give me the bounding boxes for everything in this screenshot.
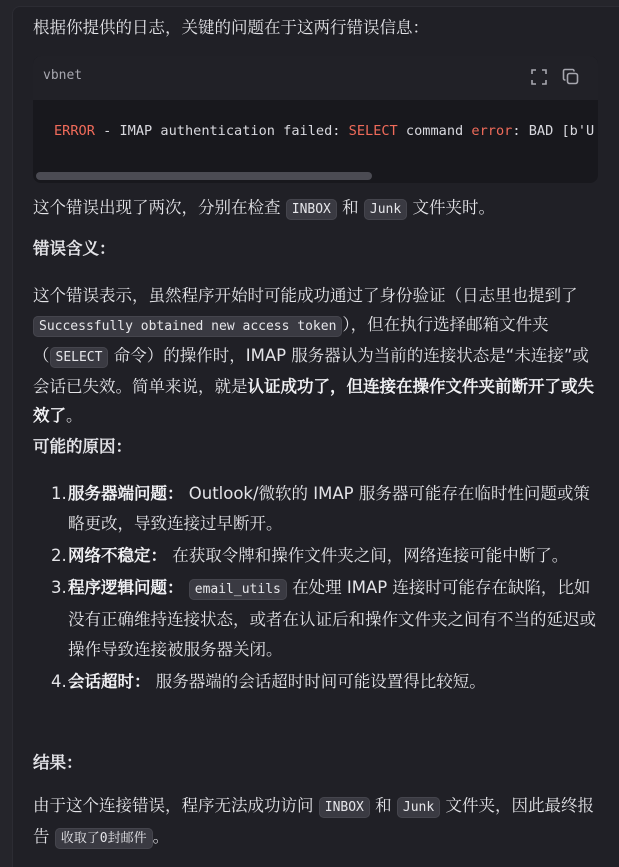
inline-code-select: SELECT xyxy=(50,347,109,368)
code-block-header xyxy=(33,56,598,100)
expand-icon[interactable] xyxy=(530,68,548,86)
heading-possible-causes: 可能的原因： xyxy=(33,437,132,456)
inline-code-inbox: INBOX xyxy=(286,199,337,220)
code-token-text: command xyxy=(397,123,472,139)
inline-code-junk: Junk xyxy=(397,797,440,818)
causes-list xyxy=(33,479,603,697)
heading-error-meaning: 错误含义： xyxy=(33,239,116,258)
code-block xyxy=(33,56,598,183)
code-language-label: vbnet xyxy=(43,68,83,83)
occurrence-text: 这个错误出现了两次，分别在检查 INBOX 和 Junk 文件夹时。 xyxy=(33,193,603,224)
code-token-select: SELECT xyxy=(348,123,398,139)
chat-message-panel xyxy=(12,6,619,867)
bold-summary: 认证成功了，但连接在操作文件夹前断开了或失效了 xyxy=(33,377,594,425)
code-token-error: ERROR xyxy=(54,123,95,139)
list-item: 3. 程序逻辑问题： email_utils 在处理 IMAP 连接时可能存在缺陷，比如没有正确维持连接状态，或者在认证后和操作文件夹之间有不当的延迟或操作导致连接被服务器关闭。 xyxy=(51,578,596,659)
intro-text: 根据你提供的日志，关键的问题在于这两行错误信息： xyxy=(33,18,429,37)
code-horizontal-scrollbar[interactable] xyxy=(36,172,372,180)
list-item: 4. 会话超时： 服务器端的会话超时时间可能设置得比较短。 xyxy=(51,672,486,691)
code-line xyxy=(54,123,594,139)
code-token-error-word: error xyxy=(471,123,513,139)
inline-code-zero-mails: 收取了0封邮件 xyxy=(55,828,153,849)
inline-code-email-utils: email_utils xyxy=(189,579,287,600)
list-item: 1. 服务器端问题： Outlook/微软的 IMAP 服务器可能存在临时性问题或策略更改，导致连接过早断开。 xyxy=(51,484,590,533)
code-token-text: : BAD [b'U xyxy=(512,123,595,139)
meaning-text: 这个错误表示，虽然程序开始时可能成功通过了身份验证（日志里也提到了 Successfully obtained new access token ），但在执行选择邮箱文件夹（ SELECT 命令）的操作时，IMAP 服务器认为当前的连接状态是“未连接”或会话已失效。简单来说，就是认证成功了，但连接在操作文件夹前断开了或失效了。 xyxy=(33,286,594,425)
list-item: 2. 网络不稳定： 在获取令牌和操作文件夹之间，网络连接可能中断了。 xyxy=(51,546,569,565)
result-text: 由于这个连接错误，程序无法成功访问 INBOX 和 Junk 文件夹，因此最终报告 收取了0封邮件 。 xyxy=(33,791,603,853)
inline-code-token: Successfully obtained new access token xyxy=(33,316,342,337)
heading-result: 结果： xyxy=(33,753,83,772)
inline-code-junk: Junk xyxy=(364,199,407,220)
code-token-text: - IMAP authentication failed: xyxy=(94,123,349,139)
copy-icon[interactable] xyxy=(562,68,580,86)
inline-code-inbox: INBOX xyxy=(319,797,370,818)
